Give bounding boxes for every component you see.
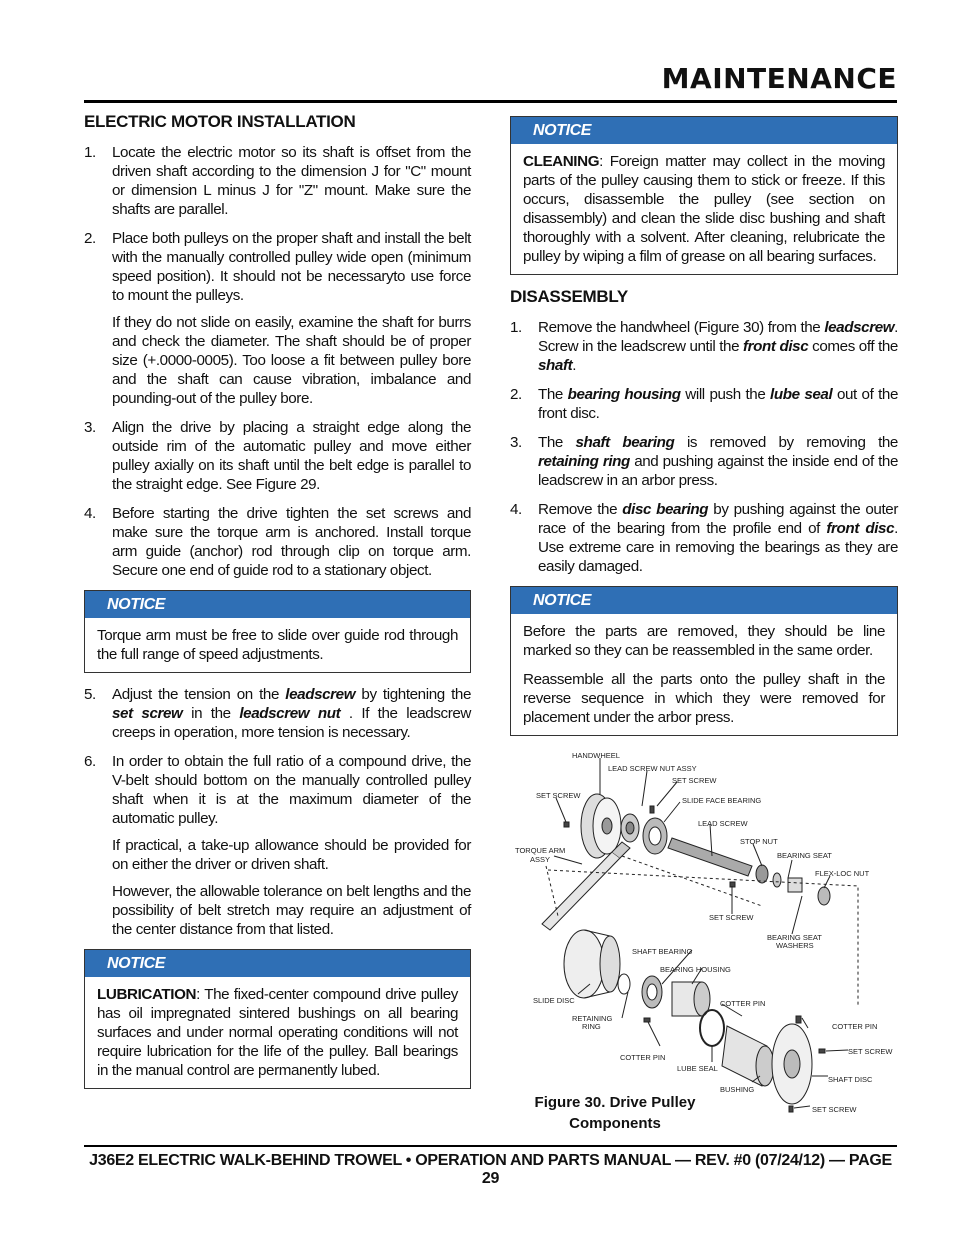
label-shaft-bearing: SHAFT BEARING [632,947,693,956]
item-number: 6. [84,753,96,770]
section-heading-motor: ELECTRIC MOTOR INSTALLATION [84,112,356,131]
notice-text: Before the parts are removed, they should be line marked so they can be reassembled in the same order. [523,623,885,659]
list-item [510,433,898,490]
label-retaining-ring: RING [582,1022,601,1031]
notice-title: NOTICE [85,591,470,618]
label-set-screw: SET SCREW [812,1105,857,1114]
item-subparagraph: If they do not slide on easily, examine the shaft for burrs and check the diameter. The shaft should be of proper size (+.0000-0005). Too loose a fit between pulley bore and the shaft can cause vibration, imbalance and pounding-out of the pulley bore. [112,314,471,407]
label-lead-screw: LEAD SCREW [698,819,748,828]
label-shaft-disc: SHAFT DISC [828,1075,873,1084]
label-set-screw: SET SCREW [709,913,754,922]
label-bearing-seat-washers: WASHERS [776,941,814,950]
section-heading-disassembly: DISASSEMBLY [510,287,628,306]
label-bearing-seat-washers: BEARING SEAT [767,933,822,942]
list-item [510,318,898,375]
item-number: 2. [84,230,96,247]
item-number: 3. [84,419,96,436]
list-item [510,385,898,423]
item-number: 3. [510,434,522,451]
notice-box [84,949,471,1089]
item-text: The bearing housing will push the lube seal out of the front disc. [538,386,898,422]
item-text: Adjust the tension on the leadscrew by tightening the set screw in the leadscrew nut . If the leadscrew creeps in operation, more tension is necessary. [112,686,471,741]
label-flex-loc-nut: FLEX-LOC NUT [815,869,870,878]
list-item [84,143,471,219]
notice-text: LUBRICATION: The fixed-center compound drive pulley has oil impregnated sintered bushings on all bearing surfaces and under normal operating conditions will not require lubrication for the life of the pulley. Ball bearings in the manual control are permanently lubed. [97,986,458,1079]
item-number: 4. [510,501,522,518]
item-number: 5. [84,686,96,703]
notice-box [510,116,898,275]
label-bearing-housing: BEARING HOUSING [660,965,731,974]
label-set-screw: SET SCREW [672,776,717,785]
list-item [84,685,471,742]
item-text: Remove the handwheel (Figure 30) from the leadscrew. Screw in the leadscrew until the front disc comes off the shaft. [538,319,898,374]
list-item [84,418,471,494]
label-handwheel: HANDWHEEL [572,751,620,760]
label-cotter-pin: COTTER PIN [620,1053,666,1062]
notice-text: CLEANING: Foreign matter may collect in the moving parts of the pulley causing them to stick or freeze. If this occurs, disassemble the pulley (see section on disassembly) and clean the slide disc bushing and shaft thoroughly with a solvent. After cleaning, relubricate the pulley by wiping a film of grease on all bearing surfaces. [523,153,885,265]
header-rule [84,100,897,103]
label-retaining-ring: RETAINING [572,1014,613,1023]
item-text: Before starting the drive tighten the set screws and make sure the torque arm is anchored. Install torque arm guide (anchor) rod through clip on torque arm. Secure one end of guide rod to a stationary object. [112,505,471,579]
drive-pulley-diagram [512,746,898,1124]
notice-box [510,586,898,736]
item-text: Locate the electric motor so its shaft is offset from the driven shaft according to the dimension J for "C" mount or dimension L minus J for "Z" mount. Make sure the shafts are parallel. [112,144,471,218]
item-number: 4. [84,505,96,522]
item-subparagraph: However, the allowable tolerance on belt lengths and the possibility of belt stretch may require an adjustment of the center distance from that listed. [112,883,471,938]
notice-box [84,590,471,673]
label-set-screw: SET SCREW [848,1047,893,1056]
item-text: The shaft bearing is removed by removing the retaining ring and pushing against the inside end of the leadscrew in an arbor press. [538,434,898,489]
notice-title: NOTICE [511,587,897,614]
label-slide-disc: SLIDE DISC [533,996,575,1005]
page-footer: J36E2 ELECTRIC WALK-BEHIND TROWEL • OPERATION AND PARTS MANUAL — REV. #0 (07/24/12) — PAGE 29 [89,1152,892,1187]
figure-caption: Figure 30. Drive Pulley Components [534,1094,696,1132]
label-cotter-pin: COTTER PIN [720,999,766,1008]
notice-text: Reassemble all the parts onto the pulley shaft in the reverse sequence in which they were removed for placement under the arbor press. [523,671,885,726]
item-text: Align the drive by placing a straight edge along the outside rim of the automatic pulley and move either pulley axially on its shaft until the belt edge is parallel to the straight edge. See Figure 29. [112,419,471,493]
label-cotter-pin: COTTER PIN [832,1022,878,1031]
item-text: In order to obtain the full ratio of a compound drive, the V-belt should bottom on the manually controlled pulley shaft when it is at the maximum diameter of the automatic pulley. [112,753,471,827]
list-item [84,504,471,580]
item-number: 1. [84,144,96,161]
item-number: 1. [510,319,522,336]
notice-title: NOTICE [511,117,897,144]
item-text: Remove the disc bearing by pushing against the outer race of the bearing from the profile end of front disc. Use extreme care in removing the bearings as they are easily damaged. [538,501,898,575]
label-torque-arm: ASSY [530,855,551,864]
label-bearing-seat: BEARING SEAT [777,851,832,860]
item-text: Place both pulleys on the proper shaft and install the belt with the manually controlled pulley wide open (minimum speed position). It should not be necessaryto use force to mount the pulleys. [112,230,471,304]
item-number: 2. [510,386,522,403]
label-lube-seal: LUBE SEAL [677,1064,718,1073]
item-subparagraph: If practical, a take-up allowance should be provided for on either the driver or driven shaft. [112,837,471,873]
footer-rule [84,1145,897,1147]
label-torque-arm: TORQUE ARM [515,846,566,855]
label-slide-face-bearing: SLIDE FACE BEARING [682,796,762,805]
page-title: MAINTENANCE [661,62,897,95]
notice-text: Torque arm must be free to slide over guide rod through the full range of speed adjustments. [97,627,458,663]
list-item [510,500,898,576]
list-item [84,752,471,828]
label-lead-screw-nut: LEAD SCREW NUT ASSY [608,764,697,773]
right-column [510,112,898,748]
label-stop-nut: STOP NUT [740,837,778,846]
notice-title: NOTICE [85,950,470,977]
label-bushing: BUSHING [720,1085,755,1094]
list-item [84,229,471,305]
left-column [84,112,471,1101]
label-set-screw: SET SCREW [536,791,581,800]
